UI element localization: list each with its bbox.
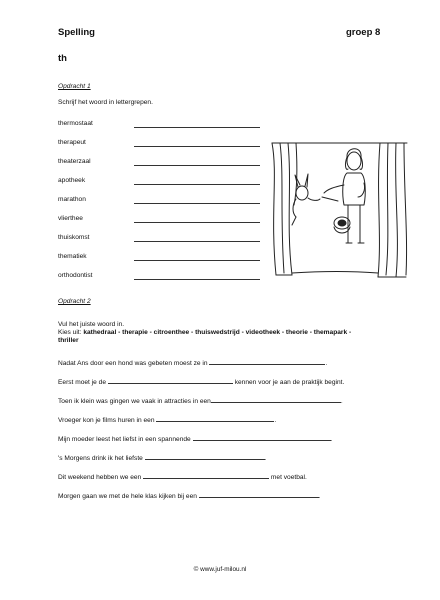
sentence: Toen ik klein was gingen we vaak in attracties in een . xyxy=(58,395,343,405)
subject-title: Spelling xyxy=(58,27,95,38)
answer-line[interactable] xyxy=(134,279,260,280)
sentence: Mijn moeder leest het liefst in een spannende . xyxy=(58,433,332,443)
fill-blank[interactable] xyxy=(108,376,233,384)
answer-line[interactable] xyxy=(134,127,260,128)
word-bank-words: kathedraal - therapie - citroenthee - thuiswedstrijd - videotheek - theorie - themapark - xyxy=(83,329,352,336)
answer-line[interactable] xyxy=(134,241,260,242)
sentence: Vroeger kon je films huren in een . xyxy=(58,414,276,424)
word-item: therapeut xyxy=(58,139,86,146)
word-item: thematiek xyxy=(58,253,87,260)
opdracht2-heading: Opdracht 2 xyxy=(58,298,91,305)
answer-line[interactable] xyxy=(134,222,260,223)
word-item: thuiskomst xyxy=(58,234,90,241)
fill-blank[interactable] xyxy=(211,395,341,403)
answer-line[interactable] xyxy=(134,146,260,147)
word-item: apotheek xyxy=(58,177,86,184)
footer-copyright: © www.juf-milou.nl xyxy=(193,566,247,573)
opdracht1-heading: Opdracht 1 xyxy=(58,83,91,90)
fill-blank[interactable] xyxy=(209,357,325,365)
sentence: Nadat Ans door een hond was gebeten moest ze in . xyxy=(58,357,327,367)
fill-blank[interactable] xyxy=(193,433,331,441)
sentence: Eerst moet je de kennen voor je aan de praktijk begint. xyxy=(58,376,344,386)
fill-blank[interactable] xyxy=(145,452,265,460)
sentence: 's Morgens drink ik het liefste . xyxy=(58,452,267,462)
fill-blank[interactable] xyxy=(199,490,319,498)
fill-blank[interactable] xyxy=(143,471,269,479)
answer-line[interactable] xyxy=(134,260,260,261)
answer-line[interactable] xyxy=(134,203,260,204)
opdracht1-instruction: Schrijf het woord in lettergrepen. xyxy=(58,99,153,106)
theater-curtain-illustration xyxy=(262,135,412,280)
word-bank-words-cont: thriller xyxy=(58,337,79,344)
word-item: vliertheе xyxy=(58,215,83,222)
topic-title: th xyxy=(58,53,67,64)
group-label: groep 8 xyxy=(346,27,381,38)
fill-blank[interactable] xyxy=(156,414,274,422)
answer-line[interactable] xyxy=(134,184,260,185)
sentence: Morgen gaan we met de hele klas kijken bij een . xyxy=(58,490,321,500)
word-item: marathon xyxy=(58,196,86,203)
word-item: orthodontist xyxy=(58,272,93,279)
word-item: theaterzaal xyxy=(58,158,91,165)
word-bank-prefix: Kies uit: xyxy=(58,329,82,336)
opdracht2-instruction: Vul het juiste woord in. xyxy=(58,321,125,328)
sentence: Dit weekend hebben we een met voetbal. xyxy=(58,471,307,481)
answer-line[interactable] xyxy=(134,165,260,166)
word-item: thermostaat xyxy=(58,120,93,127)
word-bank xyxy=(58,329,388,337)
